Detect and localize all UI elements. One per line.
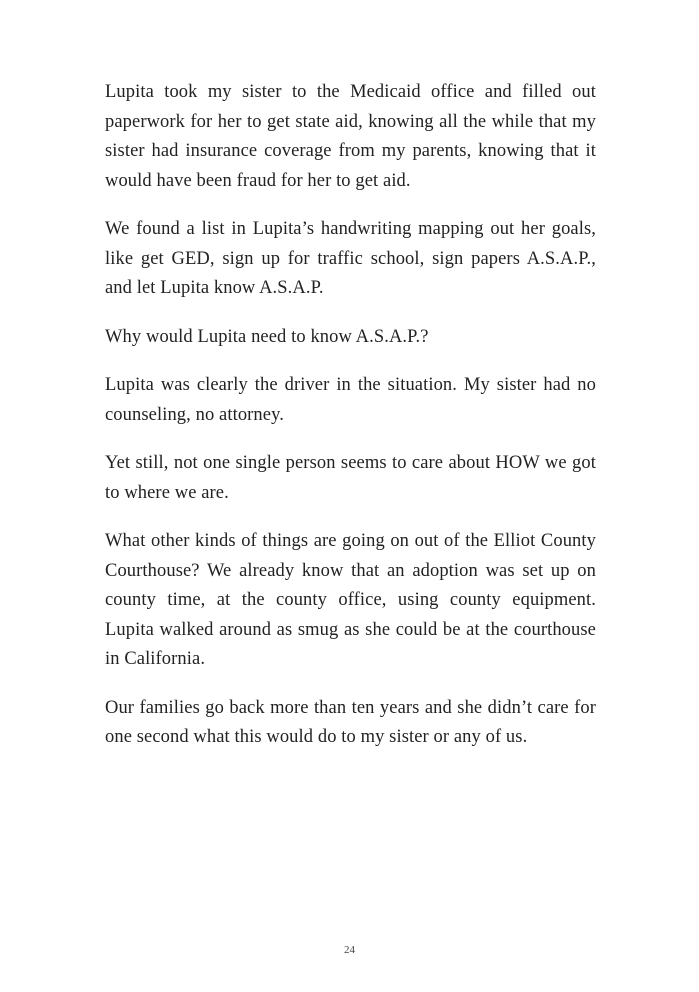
page-footer [0,940,699,958]
paragraph-1: Lupita took my sister to the Medicaid office and filled out paperwork for her to get state aid, knowing all the while that my sister had insurance coverage from my parents, knowing that it would have been fraud for her to get aid. [105,82,596,191]
paragraph-2: We found a list in Lupita’s handwriting mapping out her goals, like get GED, sign up for traffic school, sign papers A.S.A.P., and let Lupita know A.S.A.P. [105,219,596,298]
paragraph-3: Why would Lupita need to know A.S.A.P.? [105,326,429,347]
paragraph-6: What other kinds of things are going on out of the Elliot County Courthouse? We already know that an adoption was set up on county time, at the county office, using county equipment. Lupita walked around as smug as she could be at the courthouse in California. [105,531,596,669]
paragraph-5: Yet still, not one single person seems to care about HOW we got to where we are. [105,453,596,503]
body-text [105,78,596,772]
paragraph-4: Lupita was clearly the driver in the situation. My sister had no counseling, no attorney. [105,375,596,425]
page-number: 24 [344,944,355,956]
paragraph-7: Our families go back more than ten years and she didn’t care for one second what this would do to my sister or any of us. [105,697,596,747]
